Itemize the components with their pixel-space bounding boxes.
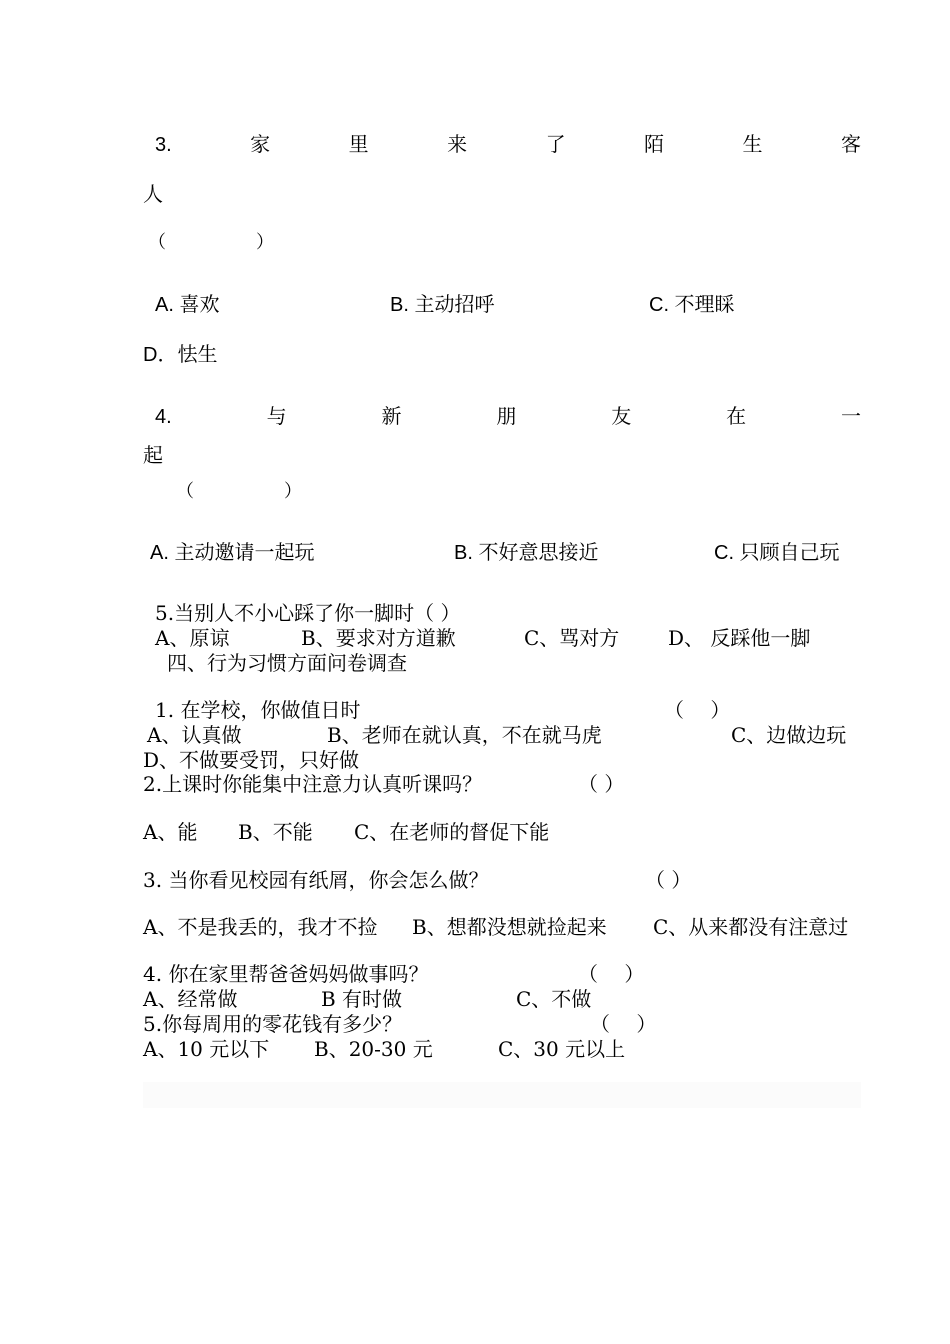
q3-char: 了: [545, 134, 566, 156]
p4-q2-paren: （ ）: [578, 772, 625, 796]
q4-number: 4.: [155, 406, 172, 428]
p4-q4-option-c: C、不做: [516, 987, 592, 1011]
p4-q1-paren: （ ）: [664, 698, 731, 722]
q3-stem-line: [155, 133, 861, 157]
p4-q4-paren: （ ）: [578, 962, 645, 986]
footer-shade: [143, 1082, 861, 1108]
q4-char: 友: [611, 406, 632, 428]
q4-char: 新: [381, 406, 402, 428]
p4-q2-option-c: C、在老师的督促下能: [354, 820, 550, 844]
q4-answer-paren: （ ）: [176, 481, 302, 502]
q3-char: 里: [348, 134, 369, 156]
p4-q4-option-a: A、经常做: [143, 987, 238, 1011]
q4-char: 朋: [496, 406, 517, 428]
q4-char: 一: [840, 406, 861, 428]
p4-q5-option-a: A、10 元以下: [143, 1037, 270, 1061]
q3-stem-wrap: 人: [143, 182, 163, 206]
p4-q5-paren: （ ）: [590, 1012, 657, 1036]
q4-option-b: B. 不好意思接近: [454, 542, 599, 564]
q3-char: 客: [840, 134, 861, 156]
p4-q1-option-c: C、边做边玩: [731, 723, 847, 747]
q3-char: 生: [742, 134, 763, 156]
q3-option-d: D．怯生: [143, 344, 218, 366]
p4-q3-paren: （ ）: [645, 868, 692, 892]
q3-answer-paren: （ ）: [148, 232, 274, 253]
q3-char: 陌: [644, 134, 665, 156]
q5-option-b: B、要求对方道歉: [301, 626, 456, 650]
p4-q3-question: 3. 当你看见校园有纸屑，你会怎么做？: [143, 868, 489, 892]
q3-char: 家: [250, 134, 271, 156]
p4-q1-question: 1. 在学校，你做值日时: [155, 698, 361, 722]
q4-char: 与: [266, 406, 287, 428]
p4-q4-question: 4. 你在家里帮爸爸妈妈做事吗？: [143, 962, 429, 986]
q3-option-c: C. 不理睬: [649, 294, 735, 316]
q5-option-a: A、原谅: [155, 626, 230, 650]
p4-q3-option-a: A、不是我丢的，我才不捡: [143, 915, 378, 939]
q4-char: 在: [726, 406, 747, 428]
q5-option-c: C、骂对方: [524, 626, 620, 650]
p4-q5-option-b: B、20-30 元: [314, 1037, 433, 1061]
p4-q5-option-c: C、30 元以上: [498, 1037, 626, 1061]
p4-q2-option-a: A、能: [143, 820, 198, 844]
q4-option-a: A. 主动邀请一起玩: [150, 542, 315, 564]
q3-number: 3.: [155, 134, 172, 156]
p4-q4-option-b: B 有时做: [321, 987, 403, 1011]
q5-question: 5.当别人不小心踩了你一脚时（ ）: [155, 601, 461, 625]
p4-q3-option-b: B、想都没想就捡起来: [412, 915, 607, 939]
q4-stem-line: [155, 405, 861, 429]
q4-stem-wrap: 起: [143, 443, 163, 467]
p4-q2-question: 2.上课时你能集中注意力认真听课吗？: [143, 772, 483, 796]
p4-q1-option-d: D、不做要受罚，只好做: [143, 748, 360, 772]
q3-char: 来: [447, 134, 468, 156]
p4-q1-option-b: B、老师在就认真，不在就马虎: [327, 723, 602, 747]
q4-option-c: C. 只顾自己玩: [714, 542, 840, 564]
q5-option-d: D、 反踩他一脚: [668, 626, 811, 650]
section-heading: 四、行为习惯方面问卷调查: [167, 651, 407, 675]
q3-option-b: B. 主动招呼: [390, 294, 495, 316]
p4-q5-question: 5.你每周用的零花钱有多少？: [143, 1012, 403, 1036]
p4-q2-option-b: B、不能: [238, 820, 313, 844]
p4-q1-option-a: A、认真做: [147, 723, 242, 747]
p4-q3-option-c: C、从来都没有注意过: [653, 915, 849, 939]
q3-option-a: A. 喜欢: [155, 294, 220, 316]
